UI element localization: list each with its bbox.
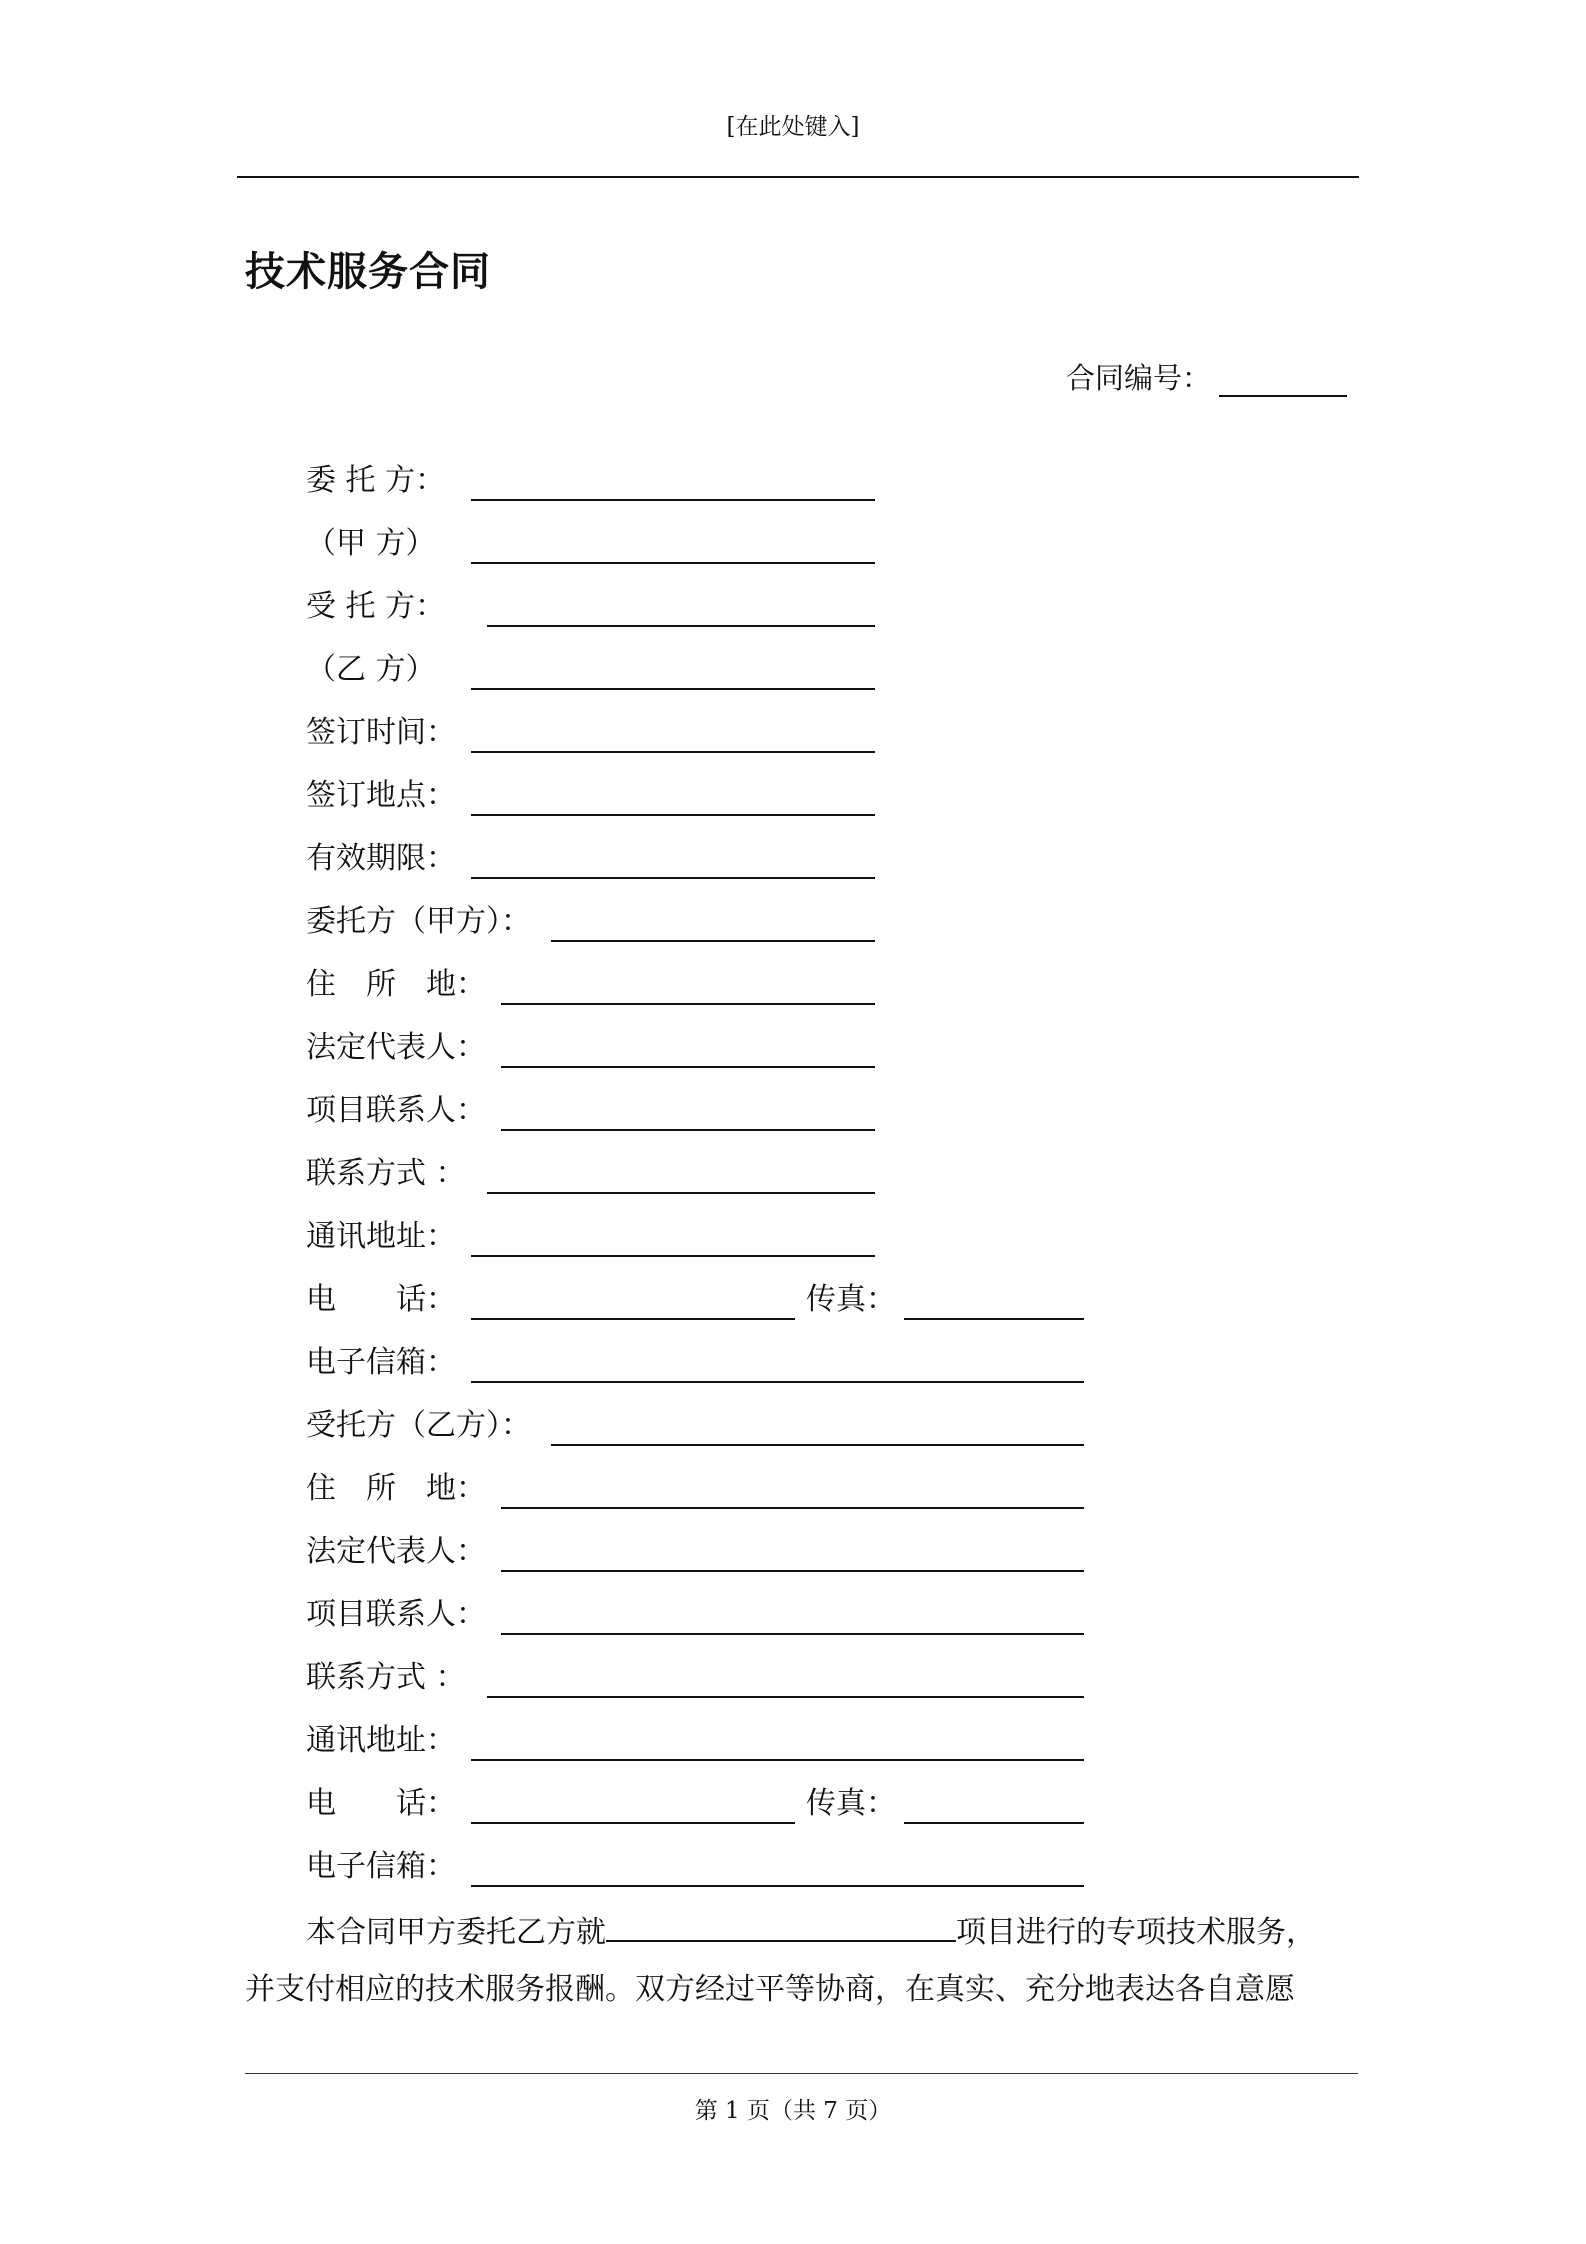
field-label: 受托方（乙方）： [306, 1408, 531, 1443]
field-label: （乙 方） [306, 652, 436, 687]
field-blank [471, 1318, 795, 1320]
field-label: 住 所 地： [306, 967, 486, 1002]
field-label: 通讯地址： [306, 1219, 456, 1254]
field-label-secondary: 传真： [806, 1282, 896, 1317]
field-blank [471, 562, 875, 564]
field-label: 签订地点： [306, 778, 456, 813]
field-blank [501, 1129, 875, 1131]
field-blank [471, 499, 875, 501]
project-name-blank [606, 1910, 956, 1942]
footer-divider [245, 2073, 1358, 2074]
field-blank [487, 625, 875, 627]
field-blank [551, 1444, 1084, 1446]
contract-number [1066, 356, 1347, 397]
field-blank [471, 1381, 1084, 1383]
field-blank [471, 814, 875, 816]
field-blank [904, 1318, 1084, 1320]
field-label: 受 托 方： [306, 589, 446, 624]
field-label: 住 所 地： [306, 1471, 486, 1506]
field-label: 联系方式 ： [306, 1660, 466, 1695]
field-blank [487, 1696, 1084, 1698]
field-blank [471, 1255, 875, 1257]
field-blank [471, 1822, 795, 1824]
field-label: 委托方（甲方）： [306, 904, 531, 939]
field-label: 委 托 方： [306, 463, 446, 498]
field-blank [501, 1507, 1084, 1509]
field-label: 电子信箱： [306, 1849, 456, 1884]
field-label: 电 话： [306, 1786, 456, 1821]
field-label: 法定代表人： [306, 1534, 486, 1569]
field-label: 有效期限： [306, 841, 456, 876]
field-label: 项目联系人： [306, 1597, 486, 1632]
field-blank [501, 1003, 875, 1005]
field-blank [471, 877, 875, 879]
document-title: 技术服务合同 [245, 248, 491, 295]
field-label-secondary: 传真： [806, 1786, 896, 1821]
field-blank [501, 1570, 1084, 1572]
field-blank [487, 1192, 875, 1194]
field-blank [501, 1066, 875, 1068]
page-header: [在此处键入] [726, 114, 860, 140]
field-blank [471, 688, 875, 690]
field-label: 项目联系人： [306, 1093, 486, 1128]
field-label: 通讯地址： [306, 1723, 456, 1758]
field-blank [471, 1759, 1084, 1761]
field-label: 电子信箱： [306, 1345, 456, 1380]
paragraph-text: 本合同甲方委托乙方就 [306, 1915, 606, 1950]
body-paragraph-line: 并支付相应的技术服务报酬。双方经过平等协商，在真实、充分地表达各自意愿 [245, 1972, 1295, 2007]
contract-number-blank [1219, 359, 1347, 397]
field-blank [551, 940, 875, 942]
field-label: 联系方式 ： [306, 1156, 466, 1191]
field-label: 电 话： [306, 1282, 456, 1317]
contract-number-label: 合同编号： [1066, 361, 1212, 395]
header-divider [237, 176, 1359, 178]
page-footer: 第 1 页（共 7 页） [694, 2098, 892, 2124]
field-label: （甲 方） [306, 526, 436, 561]
field-label: 法定代表人： [306, 1030, 486, 1065]
field-blank [471, 1885, 1084, 1887]
field-label: 签订时间： [306, 715, 456, 750]
field-blank [471, 751, 875, 753]
field-blank [904, 1822, 1084, 1824]
body-paragraph-line [245, 1910, 1421, 1951]
field-blank [501, 1633, 1084, 1635]
paragraph-text: 项目进行的专项技术服务， [956, 1915, 1316, 1950]
